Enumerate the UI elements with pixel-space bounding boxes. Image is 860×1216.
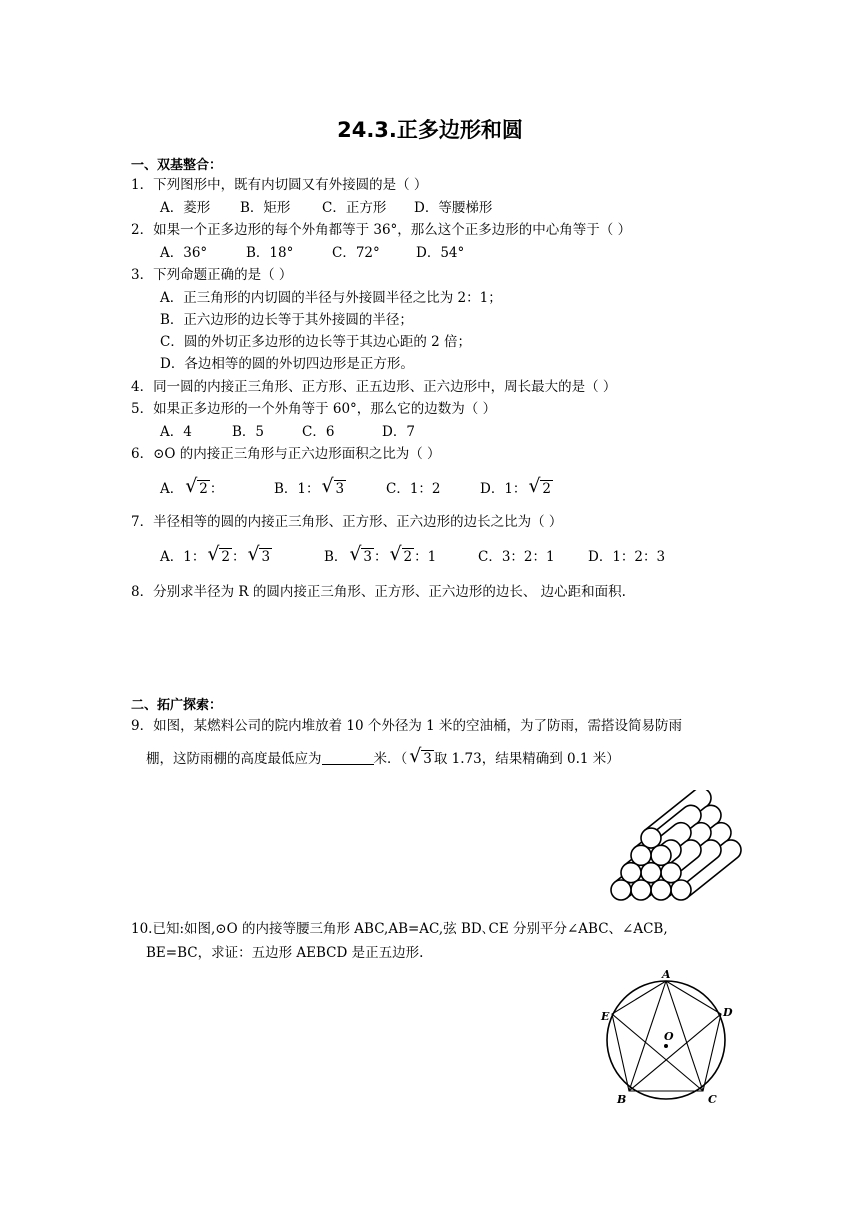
question-6-options	[160, 480, 553, 498]
label-d: D	[723, 1006, 733, 1019]
option-c: C．3：2：1	[478, 549, 555, 565]
question-3-option-c: C．圆的外切正多边形的边长等于其边心距的 2 倍；	[160, 334, 472, 350]
barrel-end	[631, 880, 651, 900]
label-a: A	[662, 968, 671, 981]
question-1: 1．下列图形中，既有内切圆又有外接圆的是（ ）	[131, 177, 428, 193]
label-b: B	[617, 1093, 627, 1106]
question-8: 8．分别求半径为 R 的圆内接正三角形、正方形、正六边形的边长、 边心距和面积.	[131, 584, 626, 600]
label-e: E	[601, 1010, 610, 1023]
question-3-option-b: B．正六边形的边长等于其外接圆的半径；	[160, 312, 413, 328]
question-9-line-1: 9．如图，某燃料公司的院内堆放着 10 个外径为 1 米的空油桶，为了防雨，需搭设简易防雨	[131, 718, 683, 734]
option-a: A．1：√ 2 ：√ 3	[160, 548, 324, 566]
option-d: D．等腰梯形	[414, 200, 493, 216]
section-heading-basic: 一、双基整合：	[131, 158, 223, 173]
page-title: 24.3.正多边形和圆	[337, 118, 523, 142]
question-5: 5．如果正多边形的一个外角等于 60°，那么它的边数为（ ）	[131, 401, 497, 417]
question-1-options	[160, 199, 492, 217]
option-b: B．1：√ 3	[274, 480, 386, 498]
section-heading-extension: 二、拓广探索：	[131, 698, 223, 713]
question-6: 6．⊙O 的内接正三角形与正六边形面积之比为（ ）	[131, 446, 441, 462]
option-a: A．36°	[160, 245, 208, 261]
option-c: C．72°	[332, 245, 380, 261]
question-2: 2．如果一个正多边形的每个外角都等于 36°，那么这个正多边形的中心角等于（ ）	[131, 222, 632, 238]
option-c: C．6	[302, 424, 335, 440]
label-c: C	[708, 1093, 717, 1106]
barrel-end	[651, 880, 671, 900]
option-c: C．正方形	[322, 200, 387, 216]
option-d: D．1：√ 2	[480, 480, 553, 498]
barrel-end	[611, 880, 631, 900]
question-2-options	[160, 244, 464, 262]
question-3: 3．下列命题正确的是（ ）	[131, 267, 293, 283]
question-3-option-a: A．正三角形的内切圆的半径与外接圆半径之比为 2：1；	[160, 290, 502, 306]
option-b: B．5	[232, 424, 265, 440]
option-d: D．7	[382, 424, 415, 440]
question-10-line-2: BE=BC，求证：五边形 AEBCD 是正五边形.	[146, 945, 424, 961]
option-d: D．1：2：3	[588, 549, 666, 565]
inscribed-pentagon-figure	[596, 968, 746, 1108]
option-c: C．1：2	[386, 481, 441, 497]
option-a: A．菱形	[160, 200, 211, 216]
option-b: B．18°	[246, 245, 294, 261]
question-7-options	[160, 548, 665, 566]
option-b: B．矩形	[240, 200, 291, 216]
question-4: 4．同一圆的内接正三角形、正方形、正五边形、正六边形中，周长最大的是（ ）	[131, 379, 617, 395]
question-9-line-2: 棚，这防雨棚的高度最低应为 米．（√ 3 取 1.73，结果精确到 0.1 米）	[146, 750, 620, 768]
question-10-line-1: 10.已知:如图,⊙O 的内接等腰三角形 ABC,AB=AC,弦 BD､CE 分别平分∠ABC、∠ACB,	[131, 921, 668, 937]
question-3-option-d: D．各边相等的圆的外切四边形是正方形。	[160, 356, 414, 372]
option-d: D．54°	[416, 245, 465, 261]
barrel-end	[671, 880, 691, 900]
answer-blank[interactable]	[322, 750, 374, 765]
oil-barrel-stack-figure	[604, 790, 744, 910]
center-point	[664, 1044, 668, 1048]
option-a: A．√ 2 ：	[160, 480, 274, 498]
option-b: B．√ 3 ：√ 2 ：1	[324, 548, 478, 566]
question-5-options	[160, 423, 415, 441]
label-o: O	[664, 1030, 674, 1043]
option-a: A．4	[160, 424, 192, 440]
question-7: 7．半径相等的圆的内接正三角形、正方形、正六边形的边长之比为（ ）	[131, 514, 563, 530]
